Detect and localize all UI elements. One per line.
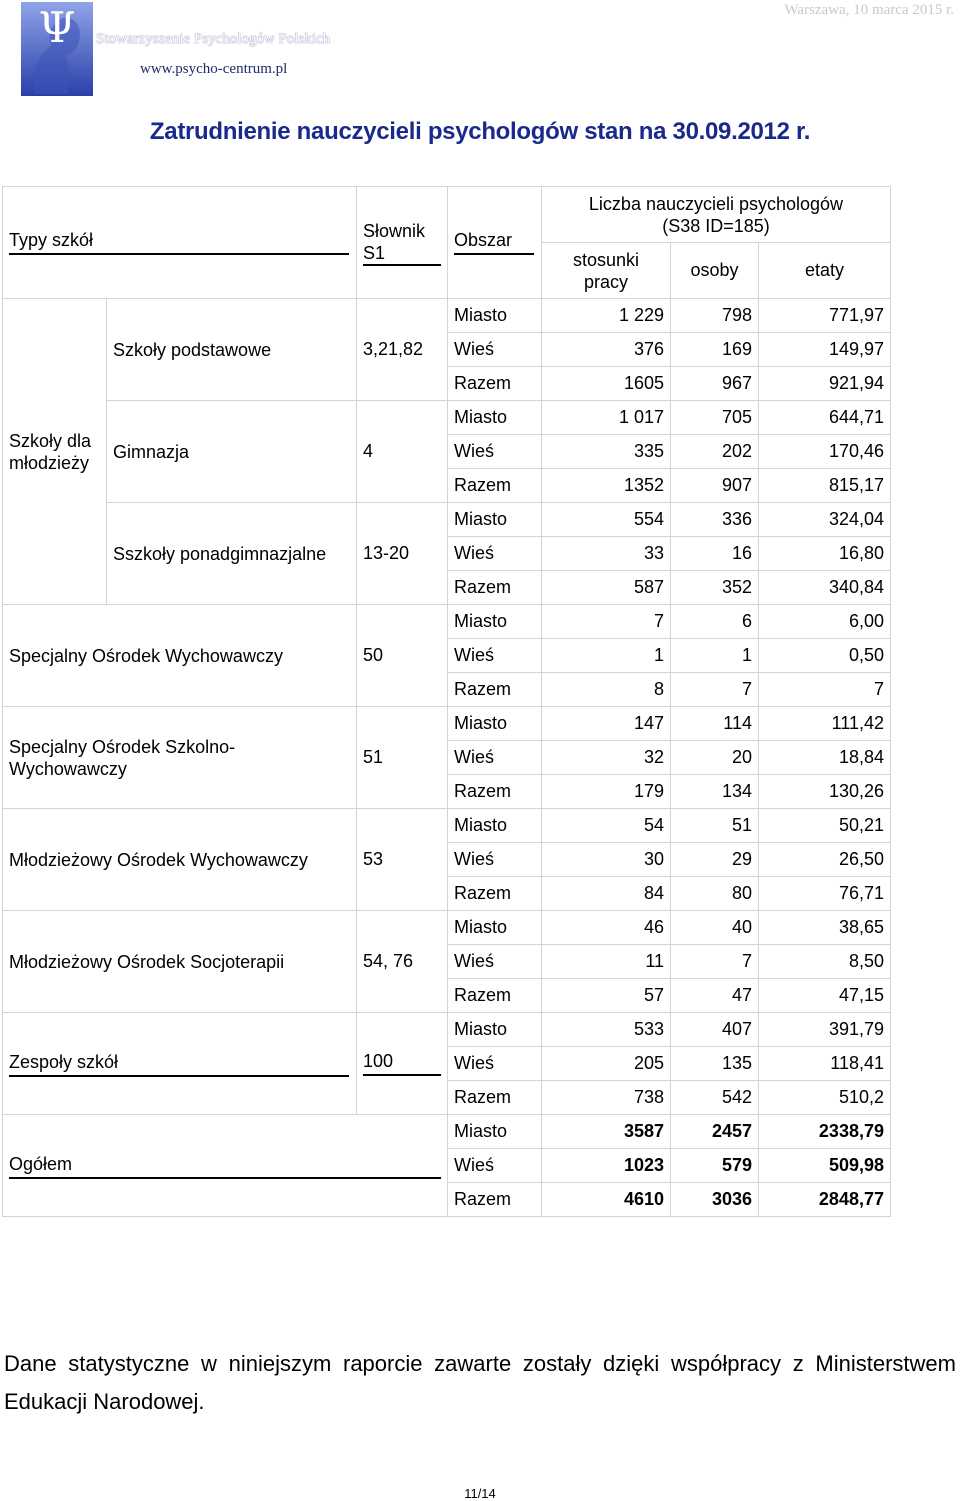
area-cell: Miasto xyxy=(448,503,542,537)
stosunki-cell: 8 xyxy=(542,673,671,707)
osoby-cell: 967 xyxy=(671,367,759,401)
osoby-cell: 7 xyxy=(671,673,759,707)
dictionary-code-cell xyxy=(357,1013,448,1115)
area-cell: Wieś xyxy=(448,333,542,367)
osoby-cell: 51 xyxy=(671,809,759,843)
etaty-cell: 0,50 xyxy=(759,639,891,673)
stosunki-cell: 533 xyxy=(542,1013,671,1047)
area-cell: Wieś xyxy=(448,843,542,877)
svg-text:Ψ: Ψ xyxy=(38,3,76,52)
school-type-cell: Młodzieżowy Ośrodek Socjoterapii xyxy=(3,911,357,1013)
school-type-cell: Specjalny Ośrodek Wychowawczy xyxy=(3,605,357,707)
school-type-cell xyxy=(3,1013,357,1115)
area-cell: Razem xyxy=(448,673,542,707)
osoby-cell: 29 xyxy=(671,843,759,877)
osoby-cell: 3036 xyxy=(671,1183,759,1217)
dictionary-code-cell: 51 xyxy=(357,707,448,809)
osoby-cell: 16 xyxy=(671,537,759,571)
table-row xyxy=(3,707,891,741)
stosunki-cell: 554 xyxy=(542,503,671,537)
etaty-cell: 340,84 xyxy=(759,571,891,605)
osoby-cell: 7 xyxy=(671,945,759,979)
area-cell: Miasto xyxy=(448,605,542,639)
employment-table xyxy=(2,186,891,1217)
osoby-cell: 907 xyxy=(671,469,759,503)
school-type-cell: Specjalny Ośrodek Szkolno-Wychowawczy xyxy=(3,707,357,809)
area-cell: Razem xyxy=(448,1183,542,1217)
stosunki-cell: 1 017 xyxy=(542,401,671,435)
osoby-cell: 542 xyxy=(671,1081,759,1115)
area-cell: Miasto xyxy=(448,809,542,843)
osoby-cell: 134 xyxy=(671,775,759,809)
header-date: Warszawa, 10 marca 2015 r. xyxy=(784,2,954,18)
stosunki-cell: 32 xyxy=(542,741,671,775)
footer-note: Dane statystyczne w niniejszym raporcie zawarte zostały dzięki współpracy z Ministerstwem Edukacji Narodowej. xyxy=(4,1351,956,1414)
osoby-cell: 798 xyxy=(671,299,759,333)
area-cell: Miasto xyxy=(448,401,542,435)
table-row xyxy=(3,299,891,333)
etaty-cell: 170,46 xyxy=(759,435,891,469)
header-stosunki: stosunki pracy xyxy=(542,243,671,299)
osoby-cell: 47 xyxy=(671,979,759,1013)
area-cell: Razem xyxy=(448,775,542,809)
osoby-cell: 6 xyxy=(671,605,759,639)
osoby-cell: 20 xyxy=(671,741,759,775)
osoby-cell: 169 xyxy=(671,333,759,367)
page-number: 11/14 xyxy=(464,1486,496,1501)
osoby-cell: 336 xyxy=(671,503,759,537)
page-title: Zatrudnienie nauczycieli psychologów stan na 30.09.2012 r. xyxy=(149,118,811,145)
stosunki-cell: 54 xyxy=(542,809,671,843)
etaty-cell: 76,71 xyxy=(759,877,891,911)
stosunki-cell: 1023 xyxy=(542,1149,671,1183)
osoby-cell: 705 xyxy=(671,401,759,435)
header-org-name: Stowarzyszenie Psychologów Polskich xyxy=(96,31,331,47)
stosunki-cell: 587 xyxy=(542,571,671,605)
etaty-cell: 771,97 xyxy=(759,299,891,333)
header-liczba: Liczba nauczycieli psychologów (S38 ID=185) xyxy=(542,187,891,243)
etaty-cell: 6,00 xyxy=(759,605,891,639)
area-cell: Razem xyxy=(448,571,542,605)
stosunki-cell: 57 xyxy=(542,979,671,1013)
area-cell: Miasto xyxy=(448,299,542,333)
stosunki-cell: 738 xyxy=(542,1081,671,1115)
header-obszar: Obszar xyxy=(454,230,534,255)
etaty-cell: 2338,79 xyxy=(759,1115,891,1149)
etaty-cell: 510,2 xyxy=(759,1081,891,1115)
osoby-cell: 202 xyxy=(671,435,759,469)
dictionary-code-cell: 3,21,82 xyxy=(357,299,448,401)
stosunki-cell: 11 xyxy=(542,945,671,979)
area-cell: Razem xyxy=(448,1081,542,1115)
table-row xyxy=(3,401,891,435)
school-type-label: Zespoły szkół xyxy=(9,1051,349,1077)
etaty-cell: 149,97 xyxy=(759,333,891,367)
etaty-cell: 50,21 xyxy=(759,809,891,843)
table-row xyxy=(3,1115,891,1149)
dictionary-code-cell: 13-20 xyxy=(357,503,448,605)
school-type-cell: Gimnazja xyxy=(107,401,357,503)
area-cell: Razem xyxy=(448,877,542,911)
stosunki-cell: 179 xyxy=(542,775,671,809)
stosunki-cell: 30 xyxy=(542,843,671,877)
header-typy-cell xyxy=(3,187,357,299)
area-cell: Wieś xyxy=(448,435,542,469)
stosunki-cell: 205 xyxy=(542,1047,671,1081)
header-typy: Typy szkół xyxy=(9,230,349,255)
etaty-cell: 47,15 xyxy=(759,979,891,1013)
dictionary-code-cell: 4 xyxy=(357,401,448,503)
stosunki-cell: 84 xyxy=(542,877,671,911)
school-type-cell: Młodzieżowy Ośrodek Wychowawczy xyxy=(3,809,357,911)
area-cell: Wieś xyxy=(448,945,542,979)
etaty-cell: 391,79 xyxy=(759,1013,891,1047)
stosunki-cell: 147 xyxy=(542,707,671,741)
area-cell: Miasto xyxy=(448,707,542,741)
stosunki-cell: 335 xyxy=(542,435,671,469)
stosunki-cell: 1605 xyxy=(542,367,671,401)
area-cell: Wieś xyxy=(448,741,542,775)
dictionary-code-cell: 53 xyxy=(357,809,448,911)
stosunki-cell: 1 xyxy=(542,639,671,673)
area-cell: Razem xyxy=(448,469,542,503)
osoby-cell: 40 xyxy=(671,911,759,945)
area-cell: Razem xyxy=(448,979,542,1013)
etaty-cell: 18,84 xyxy=(759,741,891,775)
header-slownik-cell xyxy=(357,187,448,299)
osoby-cell: 407 xyxy=(671,1013,759,1047)
area-cell: Miasto xyxy=(448,1115,542,1149)
etaty-cell: 111,42 xyxy=(759,707,891,741)
etaty-cell: 921,94 xyxy=(759,367,891,401)
table-row xyxy=(3,605,891,639)
osoby-cell: 80 xyxy=(671,877,759,911)
area-cell: Wieś xyxy=(448,537,542,571)
etaty-cell: 118,41 xyxy=(759,1047,891,1081)
group-label-cell: Szkoły dla młodzieży xyxy=(3,299,107,605)
header-obszar-cell xyxy=(448,187,542,299)
stosunki-cell: 1352 xyxy=(542,469,671,503)
etaty-cell: 38,65 xyxy=(759,911,891,945)
header-website-link[interactable]: www.psycho-centrum.pl xyxy=(140,61,288,77)
dictionary-code-cell: 50 xyxy=(357,605,448,707)
osoby-cell: 579 xyxy=(671,1149,759,1183)
osoby-cell: 352 xyxy=(671,571,759,605)
dictionary-code-cell: 54, 76 xyxy=(357,911,448,1013)
school-type-label: Ogółem xyxy=(9,1153,441,1179)
etaty-cell: 8,50 xyxy=(759,945,891,979)
dictionary-code: 100 xyxy=(363,1051,441,1076)
area-cell: Miasto xyxy=(448,911,542,945)
school-type-cell: Sszkoły ponadgimnazjalne xyxy=(107,503,357,605)
osoby-cell: 1 xyxy=(671,639,759,673)
etaty-cell: 644,71 xyxy=(759,401,891,435)
osoby-cell: 2457 xyxy=(671,1115,759,1149)
header-etaty: etaty xyxy=(759,243,891,299)
table-row xyxy=(3,809,891,843)
stosunki-cell: 1 229 xyxy=(542,299,671,333)
table-row xyxy=(3,503,891,537)
psychologist-association-logo xyxy=(21,2,93,96)
stosunki-cell: 46 xyxy=(542,911,671,945)
area-cell: Wieś xyxy=(448,1047,542,1081)
stosunki-cell: 4610 xyxy=(542,1183,671,1217)
etaty-cell: 26,50 xyxy=(759,843,891,877)
etaty-cell: 7 xyxy=(759,673,891,707)
area-cell: Wieś xyxy=(448,639,542,673)
etaty-cell: 509,98 xyxy=(759,1149,891,1183)
osoby-cell: 114 xyxy=(671,707,759,741)
etaty-cell: 130,26 xyxy=(759,775,891,809)
header-slownik: Słownik S1 xyxy=(363,220,441,266)
area-cell: Miasto xyxy=(448,1013,542,1047)
school-type-cell xyxy=(3,1115,448,1217)
table-row xyxy=(3,911,891,945)
area-cell: Razem xyxy=(448,367,542,401)
stosunki-cell: 7 xyxy=(542,605,671,639)
table-row xyxy=(3,1013,891,1047)
etaty-cell: 324,04 xyxy=(759,503,891,537)
etaty-cell: 16,80 xyxy=(759,537,891,571)
stosunki-cell: 33 xyxy=(542,537,671,571)
stosunki-cell: 376 xyxy=(542,333,671,367)
area-cell: Wieś xyxy=(448,1149,542,1183)
etaty-cell: 815,17 xyxy=(759,469,891,503)
etaty-cell: 2848,77 xyxy=(759,1183,891,1217)
osoby-cell: 135 xyxy=(671,1047,759,1081)
header-osoby: osoby xyxy=(671,243,759,299)
school-type-cell: Szkoły podstawowe xyxy=(107,299,357,401)
stosunki-cell: 3587 xyxy=(542,1115,671,1149)
